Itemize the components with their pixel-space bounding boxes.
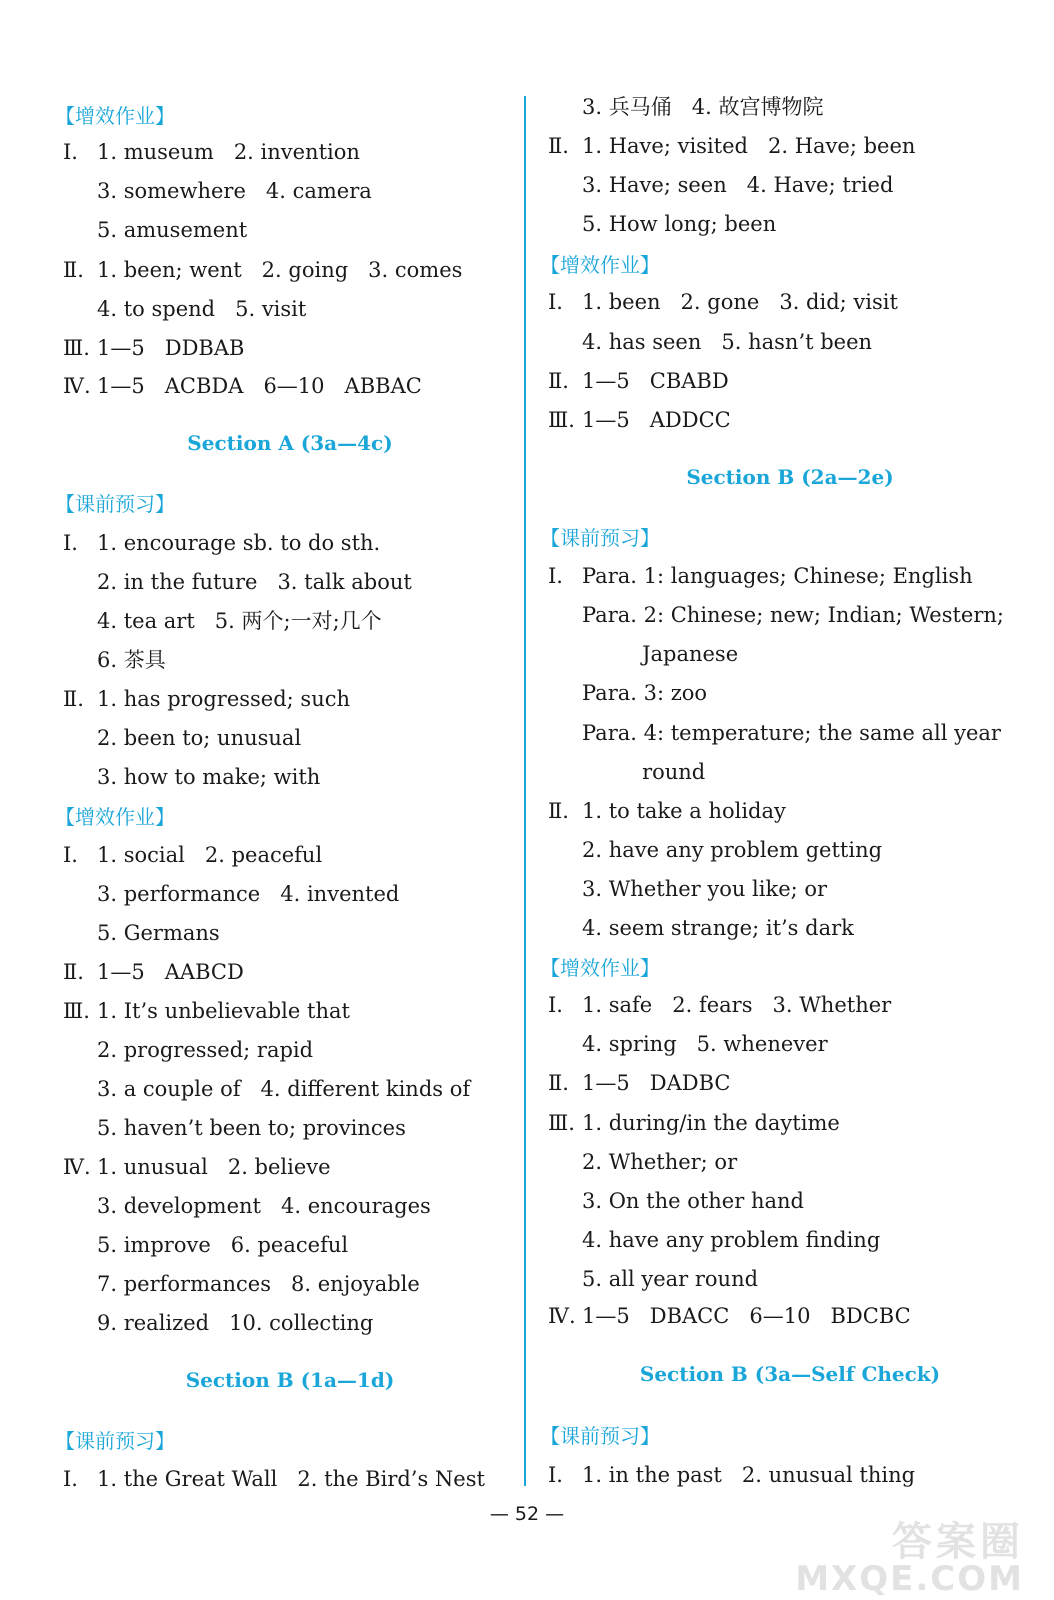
roman-numeral: Ⅳ.: [548, 1304, 576, 1328]
answer-text: 1. unusual 2. believe: [97, 1155, 331, 1179]
answer-line: [63, 335, 244, 363]
roman-numeral: Ⅰ.: [548, 564, 563, 588]
answer-line: [548, 720, 1001, 748]
roman-numeral: Ⅰ.: [548, 290, 563, 314]
answer-line: [63, 959, 244, 987]
roman-numeral: Ⅰ.: [548, 1463, 563, 1487]
answer-line: [63, 998, 350, 1026]
answer-line: [548, 837, 882, 865]
answer-text: 5. How long; been: [582, 212, 777, 236]
answer-line: [548, 1266, 758, 1294]
answer-text: 4. has seen 5. hasn’t been: [582, 330, 873, 354]
answer-line: [63, 1037, 313, 1065]
roman-numeral: Ⅲ.: [548, 1111, 575, 1135]
answer-line: [63, 842, 322, 870]
answer-line: [63, 178, 372, 206]
answer-text: 2. have any problem getting: [582, 838, 883, 862]
answer-line: [63, 920, 220, 948]
answer-line: [63, 569, 412, 597]
section-badge: 【增效作业】: [540, 956, 660, 980]
answer-text: 4. tea art 5. 两个;一对;几个: [97, 609, 382, 633]
answer-line: [548, 172, 893, 200]
roman-numeral: Ⅱ.: [548, 134, 569, 158]
answer-line: [548, 94, 823, 122]
answer-line: [63, 1232, 348, 1260]
answer-text: 7. performances 8. enjoyable: [97, 1272, 420, 1296]
answer-line: [63, 217, 247, 245]
answer-text: 1. It’s unbelievable that: [97, 999, 350, 1023]
answer-text: 2. progressed; rapid: [97, 1038, 314, 1062]
answer-line: [548, 1031, 828, 1059]
answer-text: 1. encourage sb. to do sth.: [97, 531, 381, 555]
answer-line: [63, 725, 301, 753]
roman-numeral: Ⅰ.: [63, 140, 78, 164]
answer-line: [548, 915, 854, 943]
answer-line: [63, 1271, 420, 1299]
answer-text: 1—5 AABCD: [97, 960, 244, 984]
answer-line: [63, 764, 320, 792]
answer-text: 1. museum 2. invention: [97, 140, 360, 164]
answer-text: 3. On the other hand: [582, 1189, 804, 1213]
answer-text: 4. have any problem finding: [582, 1228, 881, 1252]
answer-text: 4. to spend 5. visit: [97, 297, 307, 321]
answer-line: [63, 1076, 470, 1104]
roman-numeral: Ⅲ.: [63, 336, 90, 360]
answer-text: 4. spring 5. whenever: [582, 1032, 828, 1056]
answer-text: Para. 3: zoo: [582, 681, 708, 705]
answer-line: [548, 759, 705, 787]
answer-text: 1. during/in the daytime: [582, 1111, 840, 1135]
section-badge: 【课前预习】: [55, 492, 175, 516]
answer-text: 1. been 2. gone 3. did; visit: [582, 290, 898, 314]
answer-text: 5. Germans: [97, 921, 220, 945]
answer-text: 1—5 DADBC: [582, 1071, 731, 1095]
roman-numeral: Ⅱ.: [63, 960, 84, 984]
section-heading: Section B (1a—1d): [185, 1368, 395, 1392]
answer-line: [548, 1188, 804, 1216]
answer-text: 3. performance 4. invented: [97, 882, 400, 906]
answer-line: [548, 407, 731, 435]
answer-line: [548, 289, 898, 317]
answer-text: 3. Whether you like; or: [582, 877, 828, 901]
answer-text: round: [582, 760, 706, 784]
answer-line: [548, 1227, 880, 1255]
answer-line: [548, 1070, 730, 1098]
roman-numeral: Ⅲ.: [63, 999, 90, 1023]
answer-text: 2. been to; unusual: [97, 726, 302, 750]
roman-numeral: Ⅱ.: [548, 369, 569, 393]
column-divider: [524, 96, 526, 1486]
roman-numeral: Ⅱ.: [63, 258, 84, 282]
answer-line: [63, 139, 360, 167]
roman-numeral: Ⅱ.: [63, 687, 84, 711]
answer-line: [63, 530, 380, 558]
answer-text: 1. safe 2. fears 3. Whether: [582, 993, 892, 1017]
answer-line: [63, 686, 350, 714]
answer-line: [63, 1466, 485, 1494]
answer-text: 1. the Great Wall 2. the Bird’s Nest: [97, 1467, 485, 1491]
section-badge: 【增效作业】: [540, 253, 660, 277]
section-heading: Section B (3a—Self Check): [639, 1362, 941, 1386]
answer-text: 5. improve 6. peaceful: [97, 1233, 349, 1257]
answer-line: [548, 329, 872, 357]
answer-text: 6. 茶具: [97, 648, 166, 672]
answer-line: [548, 798, 786, 826]
answer-line: [63, 1193, 431, 1221]
answer-text: 1. Have; visited 2. Have; been: [582, 134, 916, 158]
section-badge: 【增效作业】: [55, 104, 175, 128]
watermark-bottom: MXQE.COM: [795, 1559, 1024, 1599]
watermark-top: 答案圈: [892, 1519, 1024, 1565]
answer-line: [63, 608, 382, 636]
answer-text: 5. all year round: [582, 1267, 759, 1291]
answer-text: 5. amusement: [97, 218, 248, 242]
answer-line: [63, 1154, 331, 1182]
answer-line: [548, 602, 1004, 630]
roman-numeral: Ⅰ.: [548, 993, 563, 1017]
answer-text: 1—5 ADDCC: [582, 408, 731, 432]
answer-line: [548, 1303, 911, 1331]
answer-text: 1. to take a holiday: [582, 799, 786, 823]
answer-text: 3. somewhere 4. camera: [97, 179, 372, 203]
roman-numeral: Ⅲ.: [548, 408, 575, 432]
answer-line: [548, 133, 915, 161]
answer-text: 1. in the past 2. unusual thing: [582, 1463, 916, 1487]
answer-line: [63, 296, 306, 324]
answer-text: 9. realized 10. collecting: [97, 1311, 374, 1335]
answer-line: [548, 368, 729, 396]
section-heading: Section A (3a—4c): [187, 431, 393, 455]
section-heading: Section B (2a—2e): [686, 465, 894, 489]
answer-line: [63, 1115, 406, 1143]
answer-text: 3. a couple of 4. different kinds of: [97, 1077, 471, 1101]
answer-text: Para. 1: languages; Chinese; English: [582, 564, 973, 588]
section-badge: 【课前预习】: [540, 526, 660, 550]
answer-line: [63, 647, 166, 675]
answer-text: 3. 兵马俑 4. 故宫博物院: [582, 95, 824, 119]
roman-numeral: Ⅰ.: [63, 531, 78, 555]
section-badge: 【课前预习】: [540, 1424, 660, 1448]
answer-text: 2. Whether; or: [582, 1150, 738, 1174]
roman-numeral: Ⅱ.: [548, 1071, 569, 1095]
answer-text: 3. Have; seen 4. Have; tried: [582, 173, 894, 197]
page-number: — 52 —: [489, 1503, 565, 1525]
answer-line: [63, 881, 399, 909]
answer-line: [63, 257, 462, 285]
answer-line: [548, 1110, 840, 1138]
answer-line: [548, 211, 776, 239]
roman-numeral: Ⅰ.: [63, 1467, 78, 1491]
answer-line: [548, 563, 973, 591]
answer-line: [63, 1310, 373, 1338]
section-badge: 【课前预习】: [55, 1429, 175, 1453]
answer-text: Para. 2: Chinese; new; Indian; Western;: [582, 603, 1004, 627]
roman-numeral: Ⅳ.: [63, 1155, 91, 1179]
answer-text: Para. 4: temperature; the same all year: [582, 721, 1001, 745]
answer-text: 2. in the future 3. talk about: [97, 570, 412, 594]
answer-line: [548, 1149, 737, 1177]
answer-text: 4. seem strange; it’s dark: [582, 916, 854, 940]
answer-line: [548, 876, 827, 904]
roman-numeral: Ⅱ.: [548, 799, 569, 823]
roman-numeral: Ⅳ.: [63, 374, 91, 398]
watermark-logo: [795, 1519, 1024, 1599]
answer-text: 1—5 DDBAB: [97, 336, 245, 360]
answer-text: 1—5 ACBDA 6—10 ABBAC: [97, 374, 422, 398]
answer-text: 3. development 4. encourages: [97, 1194, 431, 1218]
answer-line: [548, 680, 707, 708]
answer-text: 3. how to make; with: [97, 765, 321, 789]
answer-text: 1. been; went 2. going 3. comes: [97, 258, 463, 282]
answer-line: [548, 1462, 915, 1490]
roman-numeral: Ⅰ.: [63, 843, 78, 867]
answer-text: 5. haven’t been to; provinces: [97, 1116, 406, 1140]
answer-line: [548, 641, 738, 669]
answer-text: 1—5 DBACC 6—10 BDCBC: [582, 1304, 911, 1328]
answer-line: [548, 992, 891, 1020]
answer-text: 1. has progressed; such: [97, 687, 351, 711]
answer-line: [63, 373, 422, 401]
section-badge: 【增效作业】: [55, 805, 175, 829]
answer-text: 1—5 CBABD: [582, 369, 729, 393]
answer-text: 1. social 2. peaceful: [97, 843, 323, 867]
answer-text: Japanese: [582, 642, 739, 666]
